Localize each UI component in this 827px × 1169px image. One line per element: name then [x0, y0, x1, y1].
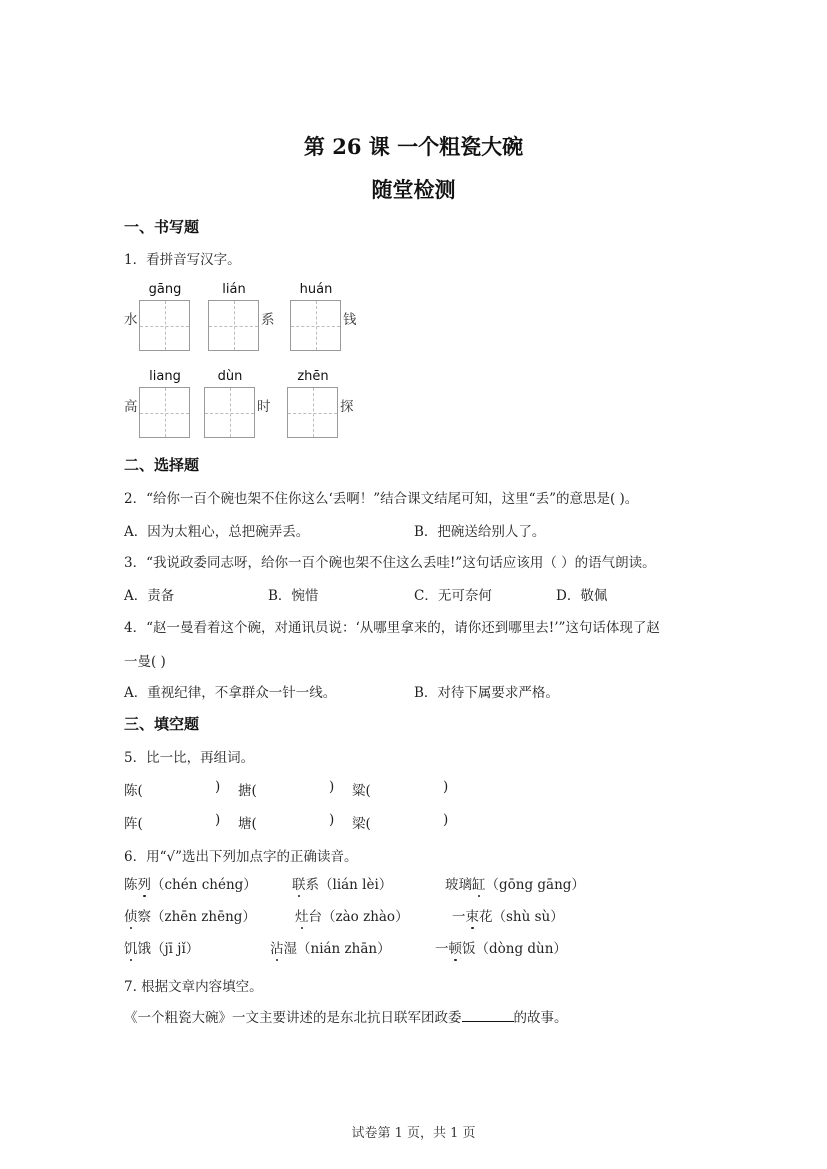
- question-4-prompt-cont: 一曼( ): [124, 654, 166, 670]
- word-prefix: 一: [452, 909, 466, 925]
- context-char: 钱: [343, 312, 357, 328]
- compare-char-close: ): [329, 779, 335, 795]
- pinyin-label: huán: [299, 282, 333, 297]
- compare-char-open: 阵(: [124, 816, 143, 832]
- reading-item[interactable]: [124, 937, 199, 957]
- section-heading-fill: 三、填空题: [124, 715, 200, 733]
- question-4-prompt: 4．“赵一曼看着这个碗，对通讯员说：‘从哪里拿来的，请你还到哪里去!’”这句话体现了赵: [124, 620, 660, 636]
- word-suffix: 花: [479, 909, 493, 925]
- dotted-char: 沾: [270, 937, 284, 957]
- reading-item[interactable]: [292, 873, 392, 893]
- context-char: 时: [257, 399, 271, 415]
- dotted-char: 侦: [124, 905, 138, 925]
- question-3-option-d[interactable]: D．敬佩: [556, 588, 608, 604]
- pinyin-options: （zào zhào）: [322, 909, 409, 925]
- compare-char-open: 陈(: [124, 783, 143, 799]
- writing-grid-box[interactable]: [287, 387, 338, 438]
- compare-char-open: 搪(: [238, 783, 257, 799]
- question-3-prompt: 3．“我说政委同志呀，给你一百个碗也架不住这么丢哇!”这句话应该用（ ）的语气朗读。: [124, 555, 656, 571]
- page-subtitle: 随堂检测: [371, 177, 456, 202]
- writing-grid-box[interactable]: [290, 300, 341, 351]
- pinyin-options: （dòng dùn）: [475, 941, 567, 957]
- pinyin-options: （lián lèi）: [319, 877, 393, 893]
- question-5-prompt: 5．比一比，再组词。: [124, 750, 255, 766]
- pinyin-label: lián: [222, 282, 246, 297]
- reading-item[interactable]: [124, 905, 256, 925]
- compare-char-close: ): [215, 779, 221, 795]
- writing-grid-box[interactable]: [204, 387, 255, 438]
- question-2-option-a[interactable]: A．因为太粗心，总把碗弄丢。: [124, 524, 310, 540]
- pinyin-options: （shù sù）: [492, 909, 564, 925]
- dotted-char: 束: [466, 905, 480, 925]
- question-4-option-b[interactable]: B．对待下属要求严格。: [414, 685, 559, 701]
- dotted-char: 顿: [449, 937, 463, 957]
- pinyin-options: （nián zhān）: [297, 941, 391, 957]
- answer-blank[interactable]: [462, 1008, 514, 1022]
- question-1-prompt: 1．看拼音写汉字。: [124, 252, 241, 268]
- pinyin-options: （zhēn zhēng）: [151, 909, 256, 925]
- word-suffix: 湿: [283, 941, 297, 957]
- pinyin-label: gāng: [148, 282, 182, 297]
- writing-grid-box[interactable]: [139, 300, 190, 351]
- context-char: 水: [124, 312, 138, 328]
- question-6-prompt: 6．用“√”选出下列加点字的正确读音。: [124, 849, 358, 865]
- word-suffix: 台: [308, 909, 322, 925]
- word-suffix: 饿: [137, 941, 151, 957]
- dotted-char: 缸: [472, 873, 486, 893]
- compare-char-close: ): [329, 812, 335, 828]
- context-char: 探: [340, 399, 354, 415]
- pinyin-options: （jī jǐ）: [151, 941, 200, 957]
- question-7-prompt: 7. 根据文章内容填空。: [124, 979, 263, 995]
- pinyin-options: （chén chéng）: [151, 877, 257, 893]
- pinyin-options: （gōng gāng）: [485, 877, 585, 893]
- section-heading-writing: 一、书写题: [124, 218, 200, 236]
- compare-char-open: 粱(: [352, 783, 371, 799]
- dotted-char: 列: [138, 873, 152, 893]
- word-prefix: 陈: [124, 877, 138, 893]
- pinyin-label: zhēn: [297, 369, 329, 384]
- sentence-after: 的故事。: [513, 1010, 568, 1026]
- reading-item[interactable]: [295, 905, 409, 925]
- question-3-option-a[interactable]: A．责备: [124, 588, 175, 604]
- pinyin-label: dùn: [217, 369, 243, 384]
- word-suffix: 饭: [462, 941, 476, 957]
- pinyin-label: liang: [149, 369, 181, 384]
- reading-item[interactable]: [270, 937, 391, 957]
- question-4-option-a[interactable]: A．重视纪律，不拿群众一针一线。: [124, 685, 337, 701]
- writing-grid-box[interactable]: [208, 300, 259, 351]
- dotted-char: 饥: [124, 937, 138, 957]
- compare-char-open: 塘(: [238, 816, 257, 832]
- word-prefix: 一: [435, 941, 449, 957]
- question-3-option-b[interactable]: B．惋惜: [268, 588, 319, 604]
- compare-char-close: ): [443, 812, 449, 828]
- page-title: 第 26 课 一个粗瓷大碗: [303, 134, 524, 159]
- reading-item[interactable]: [435, 937, 567, 957]
- word-suffix: 察: [137, 909, 151, 925]
- sentence-before: 《一个粗瓷大碗》一文主要讲述的是东北抗日联军团政委: [124, 1010, 462, 1026]
- word-suffix: 系: [305, 877, 319, 893]
- writing-grid-box[interactable]: [139, 387, 190, 438]
- compare-char-close: ): [215, 812, 221, 828]
- question-2-prompt: 2．“给你一百个碗也架不住你这么‘丢啊！”结合课文结尾可知，这里“丢”的意思是( )。: [124, 491, 639, 507]
- reading-item[interactable]: [445, 873, 585, 893]
- question-2-option-b[interactable]: B．把碗送给别人了。: [414, 524, 546, 540]
- context-char: 系: [261, 312, 275, 328]
- page-footer: 试卷第 1 页，共 1 页: [351, 1126, 476, 1141]
- compare-char-open: 梁(: [352, 816, 371, 832]
- dotted-char: 联: [292, 873, 306, 893]
- question-7-sentence: [124, 1006, 568, 1026]
- reading-item[interactable]: [124, 873, 257, 893]
- dotted-char: 灶: [295, 905, 309, 925]
- reading-item[interactable]: [452, 905, 564, 925]
- word-prefix: 玻璃: [445, 877, 472, 893]
- question-3-option-c[interactable]: C．无可奈何: [414, 588, 492, 604]
- compare-char-close: ): [443, 779, 449, 795]
- context-char: 高: [124, 399, 138, 415]
- section-heading-choice: 二、选择题: [124, 456, 200, 474]
